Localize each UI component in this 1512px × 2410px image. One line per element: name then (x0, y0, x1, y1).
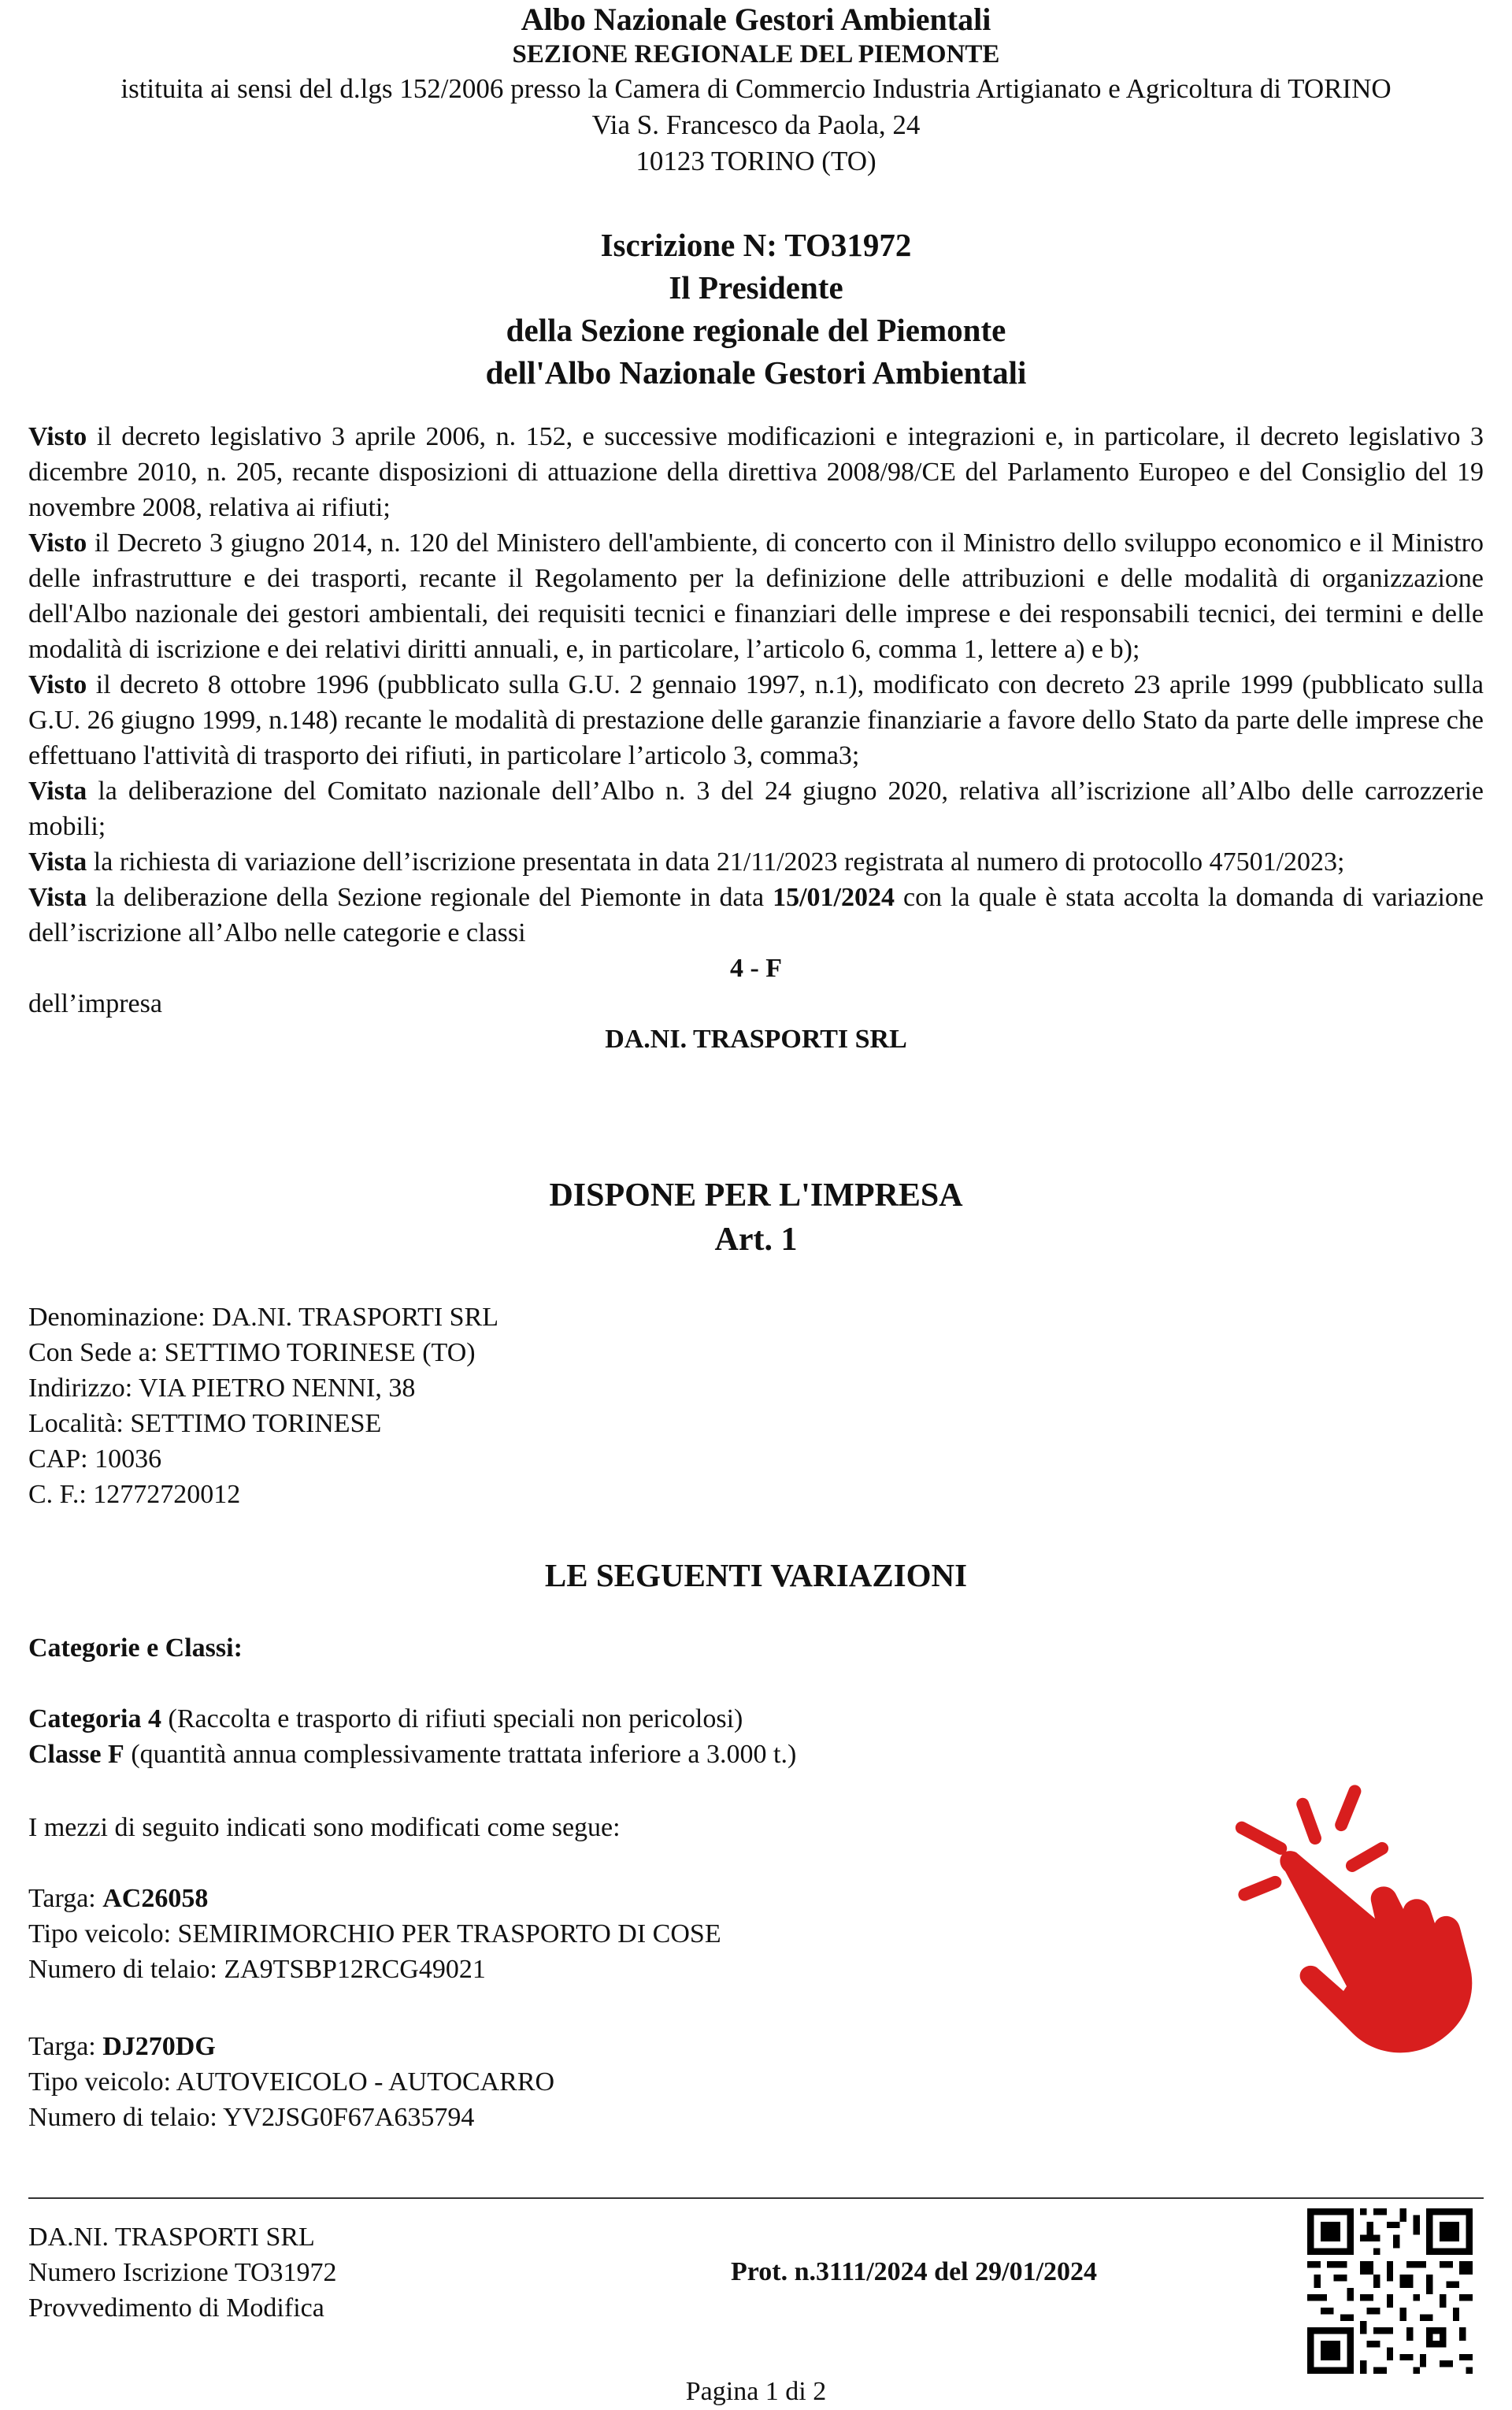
vehicle-1 (28, 1881, 721, 1987)
tipo-veicolo: Tipo veicolo: SEMIRIMORCHIO PER TRASPORTO DI COSE (28, 1919, 721, 1948)
visto-paragraph: Visto il decreto 8 ottobre 1996 (pubblicato sulla G.U. 2 gennaio 1997, n.1), modificato con decreto 23 aprile 1999 (pubblicato sulla G.U. 26 giugno 1999, n.148) recante le modalità di prestazione delle garanzie finanziarie a favore dello Stato da parte delle imprese che effettuano l'attività di trasporto dei rifiuti, in particolare l’articolo 3, comma3; (28, 670, 1484, 770)
click-ray (1343, 1840, 1391, 1874)
dispone-title: DISPONE PER L'IMPRESA (549, 1177, 963, 1214)
click-ray (1236, 1874, 1284, 1903)
categorie-label: Categorie e Classi: (28, 1633, 243, 1663)
header-address: Via S. Francesco da Paola, 24 (591, 109, 921, 140)
indirizzo: Indirizzo: VIA PIETRO NENNI, 38 (28, 1374, 416, 1403)
footer-provvedimento: Provvedimento di Modifica (28, 2293, 324, 2323)
vehicle-2 (28, 2029, 554, 2135)
localita: Località: SETTIMO TORINESE (28, 1409, 382, 1438)
mezzi-intro: I mezzi di seguito indicati sono modificati come segue: (28, 1813, 621, 1842)
header (28, 2, 1484, 180)
delibera-paragraph: Vista la deliberazione della Sezione regionale del Piemonte in data 15/01/2024 con la quale è stata accolta la domanda di variazione dell’iscrizione all’Albo nelle categorie e classi (28, 883, 1484, 947)
page-number: Pagina 1 di 2 (685, 2377, 827, 2406)
anagrafica (28, 1300, 498, 1512)
albo-title: Albo Nazionale Gestori Ambientali (521, 2, 991, 37)
iscrizione-number: Iscrizione N: TO31972 (600, 227, 912, 263)
dell-impresa-label: dell’impresa (28, 989, 162, 1018)
numero-telaio: Numero di telaio: ZA9TSBP12RCG49021 (28, 1955, 486, 1984)
footer-divider (28, 2197, 1484, 2199)
vista-paragraph: Vista la deliberazione del Comitato nazionale dell’Albo n. 3 del 24 giugno 2020, relativa all’iscrizione all’Albo delle carrozzerie mobili; (28, 777, 1484, 841)
sezione-line: della Sezione regionale del Piemonte (506, 312, 1006, 348)
vista-paragraph: Vista la richiesta di variazione dell’iscrizione presentata in data 21/11/2023 registrata al numero di protocollo 47501/2023; (28, 847, 1345, 877)
click-ray (1333, 1783, 1363, 1833)
impresa-name: DA.NI. TRASPORTI SRL (605, 1025, 907, 1054)
albo-line: dell'Albo Nazionale Gestori Ambientali (485, 354, 1027, 391)
hand-shape (1280, 1851, 1472, 2052)
categoria-line: Categoria 4 (Raccolta e trasporto di rifiuti speciali non pericolosi) (28, 1704, 743, 1733)
variazioni-title: LE SEGUENTI VARIAZIONI (544, 1557, 968, 1593)
qr-code-icon[interactable] (1307, 2208, 1473, 2374)
preamble (28, 419, 1484, 1057)
footer-company: DA.NI. TRASPORTI SRL (28, 2223, 315, 2252)
dispone-block (28, 1173, 1484, 1262)
sede: Con Sede a: SETTIMO TORINESE (TO) (28, 1338, 476, 1367)
sezione-title: SEZIONE REGIONALE DEL PIEMONTE (512, 40, 1000, 69)
targa-line: Targa: DJ270DG (28, 2032, 216, 2061)
cap: CAP: 10036 (28, 1444, 162, 1474)
visto-paragraph: Visto il Decreto 3 giugno 2014, n. 120 del Ministero dell'ambiente, di concerto con il Ministro dello sviluppo economico e il Ministro delle infrastrutture e dei trasporti, recante il Regolamento per la definizione delle attribuzioni e delle modalità di organizzazione dell'Albo nazionale dei gestori ambientali, dei requisiti tecnici e finanziari delle imprese e dei responsabili tecnici, dei termini e delle modalità di iscrizione e dei relativi diritti annuali, e, in particolare, l’articolo 6, comma 1, lettere a) e b); (28, 528, 1484, 664)
categoria-classe: 4 - F (729, 954, 783, 983)
art-title: Art. 1 (714, 1222, 798, 1258)
visto-paragraph: Visto il decreto legislativo 3 aprile 2006, n. 152, e successive modificazioni e integrazioni e, in particolare, il decreto legislativo 3 dicembre 2010, n. 205, recante disposizioni di attuazione della direttiva 2008/98/CE del Parlamento Europeo e del Consiglio del 19 novembre 2008, relativa ai rifiuti; (28, 422, 1484, 522)
click-ray (1295, 1796, 1323, 1847)
classe-line: Classe F (quantità annua complessivamente trattata inferiore a 3.000 t.) (28, 1740, 797, 1769)
protocol-number: Prot. n.3111/2024 del 29/01/2024 (731, 2257, 1098, 2286)
header-line-1: istituita ai sensi del d.lgs 152/2006 presso la Camera di Commercio Industria Artigianato e Agricoltura di TORINO (120, 73, 1392, 104)
pointing-hand-icon (1210, 1769, 1509, 2068)
categoria-block (28, 1701, 796, 1772)
document-page (28, 0, 1484, 2410)
targa-line: Targa: AC26058 (28, 1884, 209, 1913)
footer-info (28, 2219, 337, 2326)
tipo-veicolo: Tipo veicolo: AUTOVEICOLO - AUTOCARRO (28, 2067, 555, 2097)
presidente-line: Il Presidente (669, 269, 843, 306)
iscrizione-block (28, 224, 1484, 394)
click-ray (1233, 1819, 1289, 1857)
codice-fiscale: C. F.: 12772720012 (28, 1480, 241, 1509)
header-city: 10123 TORINO (TO) (636, 146, 876, 176)
footer-numero: Numero Iscrizione TO31972 (28, 2258, 337, 2287)
denominazione: Denominazione: DA.NI. TRASPORTI SRL (28, 1303, 499, 1332)
numero-telaio: Numero di telaio: YV2JSG0F67A635794 (28, 2103, 475, 2132)
